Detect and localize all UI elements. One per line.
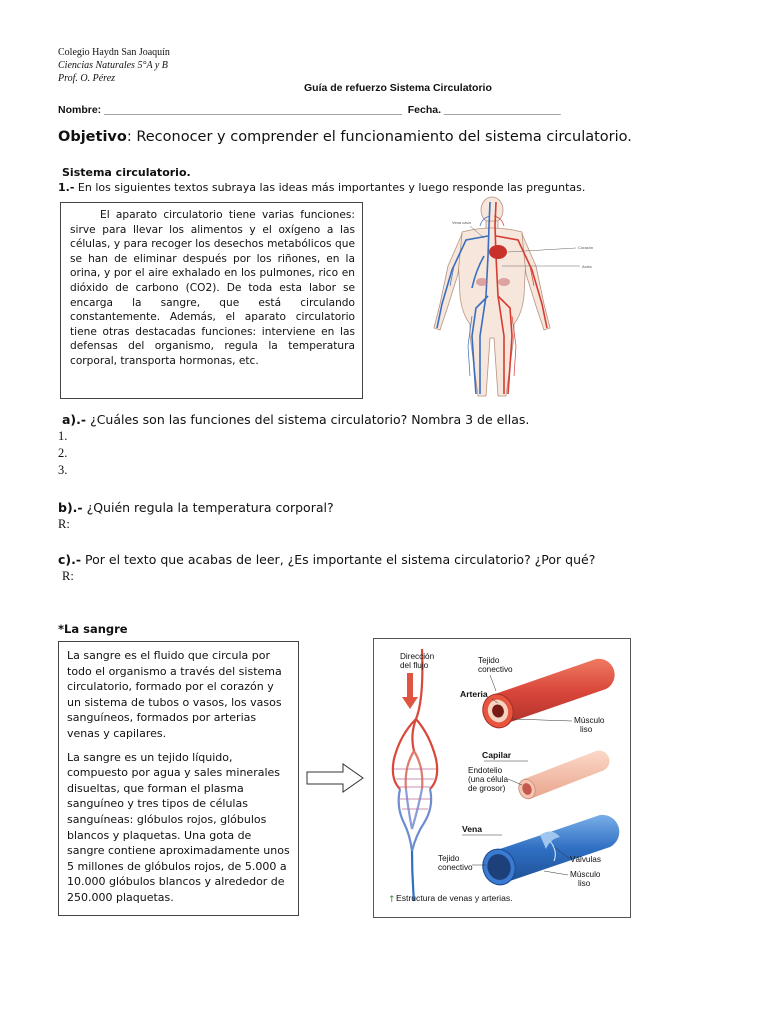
label-artery: Arteria <box>460 689 488 699</box>
school-header <box>58 46 170 85</box>
circulatory-body-figure <box>410 196 620 400</box>
instruction-text: En los siguientes textos subraya las ideas más importantes y luego responde las preguntas. <box>74 181 586 194</box>
answer-item-2: 2. <box>58 446 68 460</box>
blood-text-box <box>58 641 299 916</box>
question-c <box>58 551 595 568</box>
instruction-1 <box>58 181 585 194</box>
answer-list-a <box>58 428 67 479</box>
diagram-caption: Estructura de venas y arterias. <box>396 893 513 903</box>
body-label-left: Vena cava <box>452 220 471 225</box>
blood-paragraph-2: La sangre es un tejido líquido, compuesto por agua y sales minerales disueltas, que forman el plasma sanguíneo y tres tipos de células sanguíneas: glóbulos rojos, glóbulos blancos y plaquetas. Una gota de sangre contiene aproximadamente unos 5 millones de glóbulos rojos, de 5.000 a 10.000 glóbulos blancos y alrededor de 250.000 plaquetas. <box>67 750 290 904</box>
school-name: Colegio Haydn San Joaquín <box>58 47 170 58</box>
question-b-text: ¿Quién regula la temperatura corporal? <box>82 500 334 515</box>
right-arrow-icon <box>305 762 365 794</box>
question-b <box>58 499 334 516</box>
label-smooth-muscle-bottom-1: Músculo <box>570 870 601 879</box>
answer-b: R: <box>58 517 70 531</box>
label-vein: Vena <box>462 824 483 834</box>
course-name: Ciencias Naturales 5°A y B <box>58 60 168 71</box>
objective <box>58 129 632 145</box>
flow-arrow-icon <box>402 673 418 709</box>
label-connective-bottom-2: conectivo <box>438 863 473 872</box>
teacher-name: Prof. O. Pérez <box>58 73 116 84</box>
label-valves: Válvulas <box>570 855 601 864</box>
label-endothelium-1: Endotelio <box>468 766 503 775</box>
label-flow-1: Dirección <box>400 652 435 661</box>
body-label-right-2: Aorta <box>582 264 592 269</box>
circulatory-text: El aparato circulatorio tiene varias funciones: sirve para llevar los alimentos y el oxígeno a las células, y para recoger los desechos metabólicos que se han de eliminar después por los riñones, en la orina, y por el aire exhalado en los pulmones, rico en dióxido de carbono (CO2). De toda esta labor se encarga la sangre, que está circulando constantemente. Además, el aparato circulatorio tiene otras destacadas funciones: interviene en las defensas del organismo, regula la temperatura corporal, transporta hormonas, etc. <box>70 209 355 367</box>
vessel-diagram-svg <box>374 639 630 917</box>
label-capillary: Capilar <box>482 750 512 760</box>
question-c-label: c).- <box>58 552 82 567</box>
label-endothelium-2: (una célula <box>468 775 509 784</box>
question-c-text: Por el texto que acabas de leer, ¿Es importante el sistema circulatorio? ¿Por qué? <box>81 552 596 567</box>
label-connective-bottom-1: Tejido <box>438 854 460 863</box>
blood-paragraph-1: La sangre es el fluido que circula por todo el organismo a través del sistema circulatorio, formado por el corazón y un sistema de tubos o vasos, los vasos sanguíneos, formados por arterias venas y capilares. <box>67 649 282 740</box>
question-a-label: a).- <box>62 412 87 427</box>
objective-text: : Reconocer y comprender el funcionamiento del sistema circulatorio. <box>126 129 632 145</box>
answer-item-1: 1. <box>58 429 68 443</box>
section-heading-circulatory: Sistema circulatorio. <box>62 166 191 179</box>
label-smooth-muscle-bottom-2: liso <box>578 879 591 888</box>
label-smooth-muscle-top-1: Músculo <box>574 716 605 725</box>
name-date-line: Nombre: ___________________________________________________ Fecha. ____________________ <box>58 104 561 116</box>
objective-label: Objetivo <box>58 129 127 145</box>
answer-c: R: <box>62 569 74 583</box>
label-smooth-muscle-top-2: liso <box>580 725 593 734</box>
page-title: Guía de refuerzo Sistema Circulatorio <box>304 82 492 94</box>
instruction-number: 1.- <box>58 181 75 194</box>
label-connective-top-2: conectivo <box>478 665 513 674</box>
section-heading-blood: *La sangre <box>58 622 128 636</box>
label-connective-top-1: Tejido <box>478 656 500 665</box>
question-a <box>62 411 529 428</box>
label-flow-2: del flujo <box>400 661 429 670</box>
caption-up-arrow-icon: ↑ <box>388 895 396 905</box>
question-a-text: ¿Cuáles son las funciones del sistema circulatorio? Nombra 3 de ellas. <box>86 412 530 427</box>
label-endothelium-3: de grosor) <box>468 784 506 793</box>
answer-item-3: 3. <box>58 463 68 477</box>
circulatory-text-box <box>60 202 363 399</box>
question-b-label: b).- <box>58 500 83 515</box>
body-label-right-1: Corazón <box>578 245 594 250</box>
vessel-structure-diagram <box>373 638 631 918</box>
